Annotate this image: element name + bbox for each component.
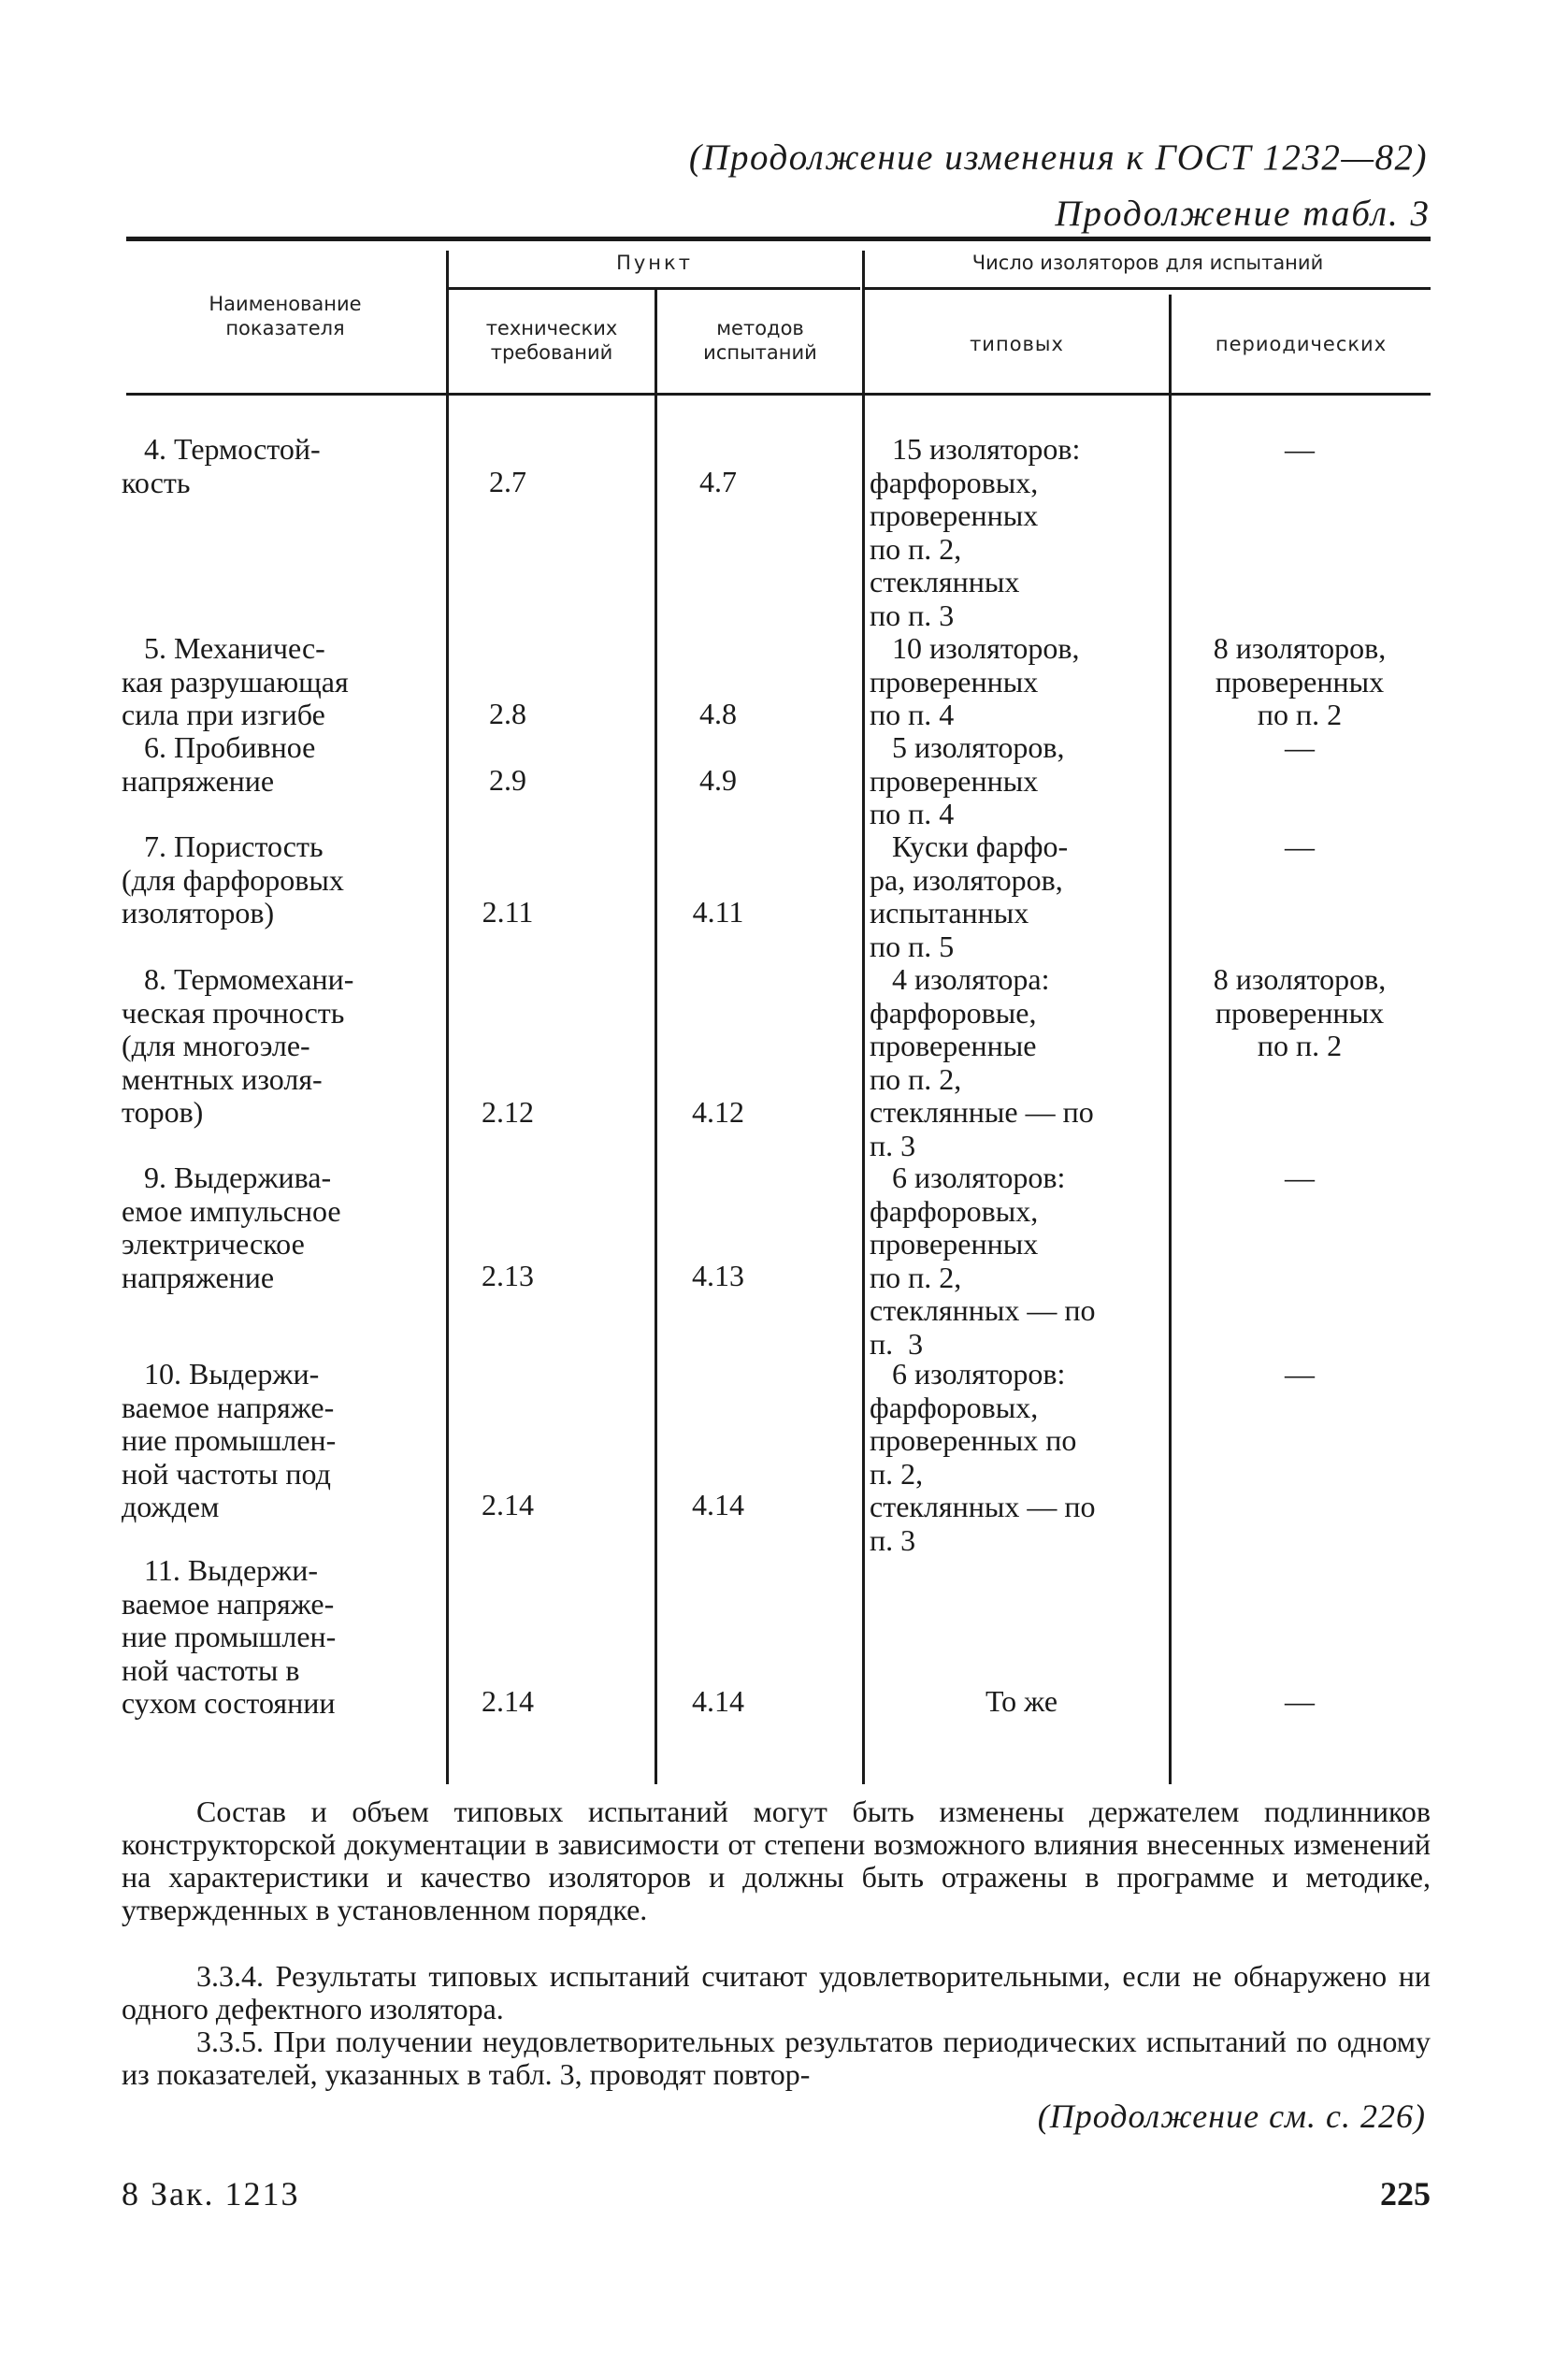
col-header-type: типовых <box>970 333 1064 355</box>
paragraph-3-3-4: 3.3.4. Результаты типовых испытаний считают удовлетворительными, если не обнаружено ни одного дефектного изолятора. <box>122 1959 1431 2025</box>
row-methods: 4.14 <box>692 1684 744 1718</box>
col-header-count: Число изоляторов для испытаний <box>971 252 1324 274</box>
row-tech: 2.7 <box>489 465 526 498</box>
row-tech: 2.9 <box>489 763 526 797</box>
paragraph-type-tests: Состав и объем типовых испытаний могут быть изменены держателем подлинников конструкторской документации в зависимости от степени возможного влияния внесенных изменений на характеристики и качество изоляторов и должны быть отражены в программе и методике, утвержденных в установленном порядке. <box>122 1795 1431 1926</box>
row-methods: 4.9 <box>699 763 737 797</box>
col-header-periodic: периодических <box>1215 333 1388 355</box>
count-rule <box>865 287 1431 290</box>
table-top-rule <box>126 237 1431 241</box>
row-periodic: 8 изоляторов, проверенных по п. 2 <box>1213 631 1387 731</box>
row-periodic: — <box>1285 1357 1315 1391</box>
continued-note: (Продолжение см. с. 226) <box>1037 2097 1426 2135</box>
row-tech: 2.13 <box>482 1259 534 1292</box>
row-type: 5 изоляторов, проверенных по п. 4 <box>870 730 1065 830</box>
row-periodic: — <box>1285 432 1315 466</box>
col-header-name: Наименование показателя <box>209 293 362 339</box>
row-methods: 4.14 <box>692 1488 744 1521</box>
row-periodic: — <box>1285 1160 1315 1194</box>
row-methods: 4.8 <box>699 697 737 730</box>
row-type: 15 изоляторов: фарфоровых, проверенных по п. 2, стеклянных по п. 3 <box>870 432 1081 632</box>
row-methods: 4.13 <box>692 1259 744 1292</box>
row-tech: 2.12 <box>482 1095 534 1129</box>
row-tech: 2.14 <box>482 1684 534 1718</box>
row-type: 10 изоляторов, проверенных по п. 4 <box>870 631 1080 731</box>
row-name: 8. Термомехани- ческая прочность (для многоэле- ментных изоля- торов) <box>122 962 354 1129</box>
row-tech: 2.11 <box>482 895 534 929</box>
row-name: 9. Выдержива- емое импульсное электрическое напряжение <box>122 1160 341 1294</box>
row-periodic: — <box>1285 730 1315 764</box>
row-methods: 4.12 <box>692 1095 744 1129</box>
row-name: 6. Пробивное напряжение <box>122 730 316 798</box>
continuation-header: (Продолжение изменения к ГОСТ 1232—82) <box>688 137 1428 178</box>
table-continuation-label: Продолжение табл. 3 <box>1055 194 1431 234</box>
row-type: 6 изоляторов: фарфоровых, проверенных по п. 2, стеклянных — по п. 3 <box>870 1357 1096 1557</box>
row-periodic: — <box>1285 1684 1315 1718</box>
col-header-punkt: Пункт <box>616 252 693 274</box>
table-header-rule <box>126 393 1431 396</box>
row-tech: 2.8 <box>489 697 526 730</box>
col-divider-2 <box>655 290 657 1784</box>
row-name: 10. Выдержи- ваемое напряже- ние промышлен- ной частоты под дождем <box>122 1357 337 1523</box>
row-type: То же <box>985 1684 1058 1718</box>
col-divider-3 <box>862 251 865 1784</box>
row-name: 7. Пористость (для фарфоровых изоляторов) <box>122 829 344 930</box>
row-methods: 4.7 <box>699 465 737 498</box>
row-name: 4. Термостой- кость <box>122 432 321 499</box>
paragraph-3-3-5: 3.3.5. При получении неудовлетворительных результатов периодических испытаний по одному из показателей, указанных в табл. 3, проводят повтор- <box>122 2025 1431 2091</box>
page-number: 225 <box>1380 2175 1431 2213</box>
row-type: Куски фарфо- ра, изоляторов, испытанных по п. 5 <box>870 829 1069 963</box>
col-divider-4 <box>1169 295 1172 1784</box>
row-periodic: — <box>1285 829 1315 863</box>
row-name: 5. Механичес- кая разрушающая сила при изгибе <box>122 631 349 731</box>
row-periodic: 8 изоляторов, проверенных по п. 2 <box>1213 962 1387 1062</box>
row-tech: 2.14 <box>482 1488 534 1521</box>
row-methods: 4.11 <box>692 895 744 929</box>
order-number: 8 Зак. 1213 <box>122 2175 300 2213</box>
col-header-methods: методов испытаний <box>703 317 817 364</box>
row-type: 6 изоляторов: фарфоровых, проверенных по п. 2, стеклянных — по п. 3 <box>870 1160 1096 1361</box>
row-type: 4 изолятора: фарфоровые, проверенные по п. 2, стеклянные — по п. 3 <box>870 962 1094 1162</box>
row-name: 11. Выдержи- ваемое напряже- ние промышлен- ной частоты в сухом состоянии <box>122 1553 337 1720</box>
col-header-tech: технических требований <box>485 317 618 364</box>
